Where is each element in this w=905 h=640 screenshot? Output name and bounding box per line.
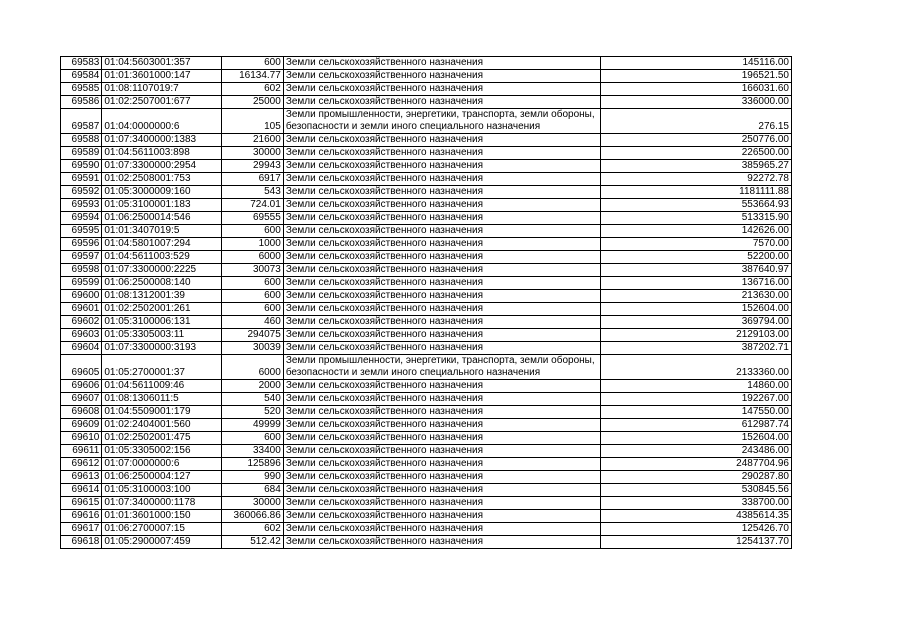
row-number-cell: 69612 <box>61 458 102 471</box>
land-category-cell: Земли сельскохозяйственного назначения <box>283 212 601 225</box>
row-number-cell: 69591 <box>61 173 102 186</box>
cadastral-number-cell: 01:04:5603001:357 <box>102 57 222 70</box>
cadastral-value-cell: 213630.00 <box>601 290 792 303</box>
cadastral-number-cell: 01:01:3601000:150 <box>102 510 222 523</box>
table-row <box>61 471 792 484</box>
table-row <box>61 83 792 96</box>
cadastral-value-cell: 166031.60 <box>601 83 792 96</box>
row-number-cell: 69605 <box>61 355 102 380</box>
cadastral-number-cell: 01:08:1312001:39 <box>102 290 222 303</box>
cadastral-value-cell: 145116.00 <box>601 57 792 70</box>
land-category-cell: Земли сельскохозяйственного назначения <box>283 70 601 83</box>
area-value-cell: 69555 <box>222 212 284 225</box>
cadastral-value-cell: 2487704.96 <box>601 458 792 471</box>
land-category-cell: Земли сельскохозяйственного назначения <box>283 57 601 70</box>
cadastral-number-cell: 01:05:2700001:37 <box>102 355 222 380</box>
land-category-cell: Земли сельскохозяйственного назначения <box>283 173 601 186</box>
area-value-cell: 602 <box>222 83 284 96</box>
table-row <box>61 186 792 199</box>
table-row <box>61 277 792 290</box>
row-number-cell: 69593 <box>61 199 102 212</box>
row-number-cell: 69585 <box>61 83 102 96</box>
area-value-cell: 21600 <box>222 134 284 147</box>
row-number-cell: 69610 <box>61 432 102 445</box>
row-number-cell: 69608 <box>61 406 102 419</box>
cadastral-number-cell: 01:01:3407019:5 <box>102 225 222 238</box>
land-category-cell: Земли сельскохозяйственного назначения <box>283 147 601 160</box>
area-value-cell: 600 <box>222 432 284 445</box>
cadastral-number-cell: 01:07:0000000:6 <box>102 458 222 471</box>
land-category-cell: Земли сельскохозяйственного назначения <box>283 96 601 109</box>
area-value-cell: 30073 <box>222 264 284 277</box>
table-row <box>61 458 792 471</box>
cadastral-number-cell: 01:02:2507001:677 <box>102 96 222 109</box>
row-number-cell: 69599 <box>61 277 102 290</box>
cadastral-value-cell: 513315.90 <box>601 212 792 225</box>
cadastral-value-cell: 147550.00 <box>601 406 792 419</box>
area-value-cell: 600 <box>222 225 284 238</box>
row-number-cell: 69614 <box>61 484 102 497</box>
cadastral-value-cell: 4385614.35 <box>601 510 792 523</box>
area-value-cell: 600 <box>222 290 284 303</box>
row-number-cell: 69597 <box>61 251 102 264</box>
table-row <box>61 238 792 251</box>
cadastral-number-cell: 01:05:3305002:156 <box>102 445 222 458</box>
row-number-cell: 69600 <box>61 290 102 303</box>
table-row <box>61 329 792 342</box>
area-value-cell: 30000 <box>222 497 284 510</box>
cadastral-value-cell: 336000.00 <box>601 96 792 109</box>
cadastral-number-cell: 01:07:3400000:1383 <box>102 134 222 147</box>
row-number-cell: 69598 <box>61 264 102 277</box>
row-number-cell: 69596 <box>61 238 102 251</box>
area-value-cell: 294075 <box>222 329 284 342</box>
land-category-cell: Земли промышленности, энергетики, транспорта, земли обороны, безопасности и земли иного специального назначения <box>283 109 601 134</box>
cadastral-value-cell: 276.15 <box>601 109 792 134</box>
land-category-cell: Земли сельскохозяйственного назначения <box>283 199 601 212</box>
table-body <box>61 57 792 549</box>
cadastral-number-cell: 01:08:1107019:7 <box>102 83 222 96</box>
cadastral-number-cell: 01:05:3100001:183 <box>102 199 222 212</box>
cadastral-value-cell: 152604.00 <box>601 303 792 316</box>
cadastral-value-cell: 92272.78 <box>601 173 792 186</box>
land-category-cell: Земли сельскохозяйственного назначения <box>283 458 601 471</box>
land-category-cell: Земли сельскохозяйственного назначения <box>283 484 601 497</box>
cadastral-number-cell: 01:05:3305003:11 <box>102 329 222 342</box>
cadastral-number-cell: 01:02:2404001:560 <box>102 419 222 432</box>
table-row <box>61 432 792 445</box>
cadastral-value-cell: 1254137.70 <box>601 536 792 549</box>
table-row <box>61 303 792 316</box>
land-category-cell: Земли сельскохозяйственного назначения <box>283 290 601 303</box>
cadastral-number-cell: 01:04:5509001:179 <box>102 406 222 419</box>
land-category-cell: Земли сельскохозяйственного назначения <box>283 393 601 406</box>
table-row <box>61 393 792 406</box>
table-row <box>61 406 792 419</box>
cadastral-value-cell: 530845.56 <box>601 484 792 497</box>
land-category-cell: Земли сельскохозяйственного назначения <box>283 445 601 458</box>
cadastral-value-cell: 243486.00 <box>601 445 792 458</box>
land-category-cell: Земли сельскохозяйственного назначения <box>283 432 601 445</box>
cadastral-value-cell: 612987.74 <box>601 419 792 432</box>
row-number-cell: 69617 <box>61 523 102 536</box>
area-value-cell: 25000 <box>222 96 284 109</box>
table-row <box>61 264 792 277</box>
area-value-cell: 512.42 <box>222 536 284 549</box>
table-row <box>61 497 792 510</box>
cadastral-value-cell: 369794.00 <box>601 316 792 329</box>
cadastral-number-cell: 01:02:2502001:261 <box>102 303 222 316</box>
cadastral-number-cell: 01:07:3300000:2225 <box>102 264 222 277</box>
land-category-cell: Земли сельскохозяйственного назначения <box>283 225 601 238</box>
table-row <box>61 173 792 186</box>
cadastral-value-cell: 1181111.88 <box>601 186 792 199</box>
table-row <box>61 134 792 147</box>
row-number-cell: 69601 <box>61 303 102 316</box>
cadastral-number-cell: 01:05:3100003:100 <box>102 484 222 497</box>
row-number-cell: 69616 <box>61 510 102 523</box>
table-row <box>61 316 792 329</box>
area-value-cell: 30039 <box>222 342 284 355</box>
cadastral-value-cell: 196521.50 <box>601 70 792 83</box>
cadastral-number-cell: 01:05:3100006:131 <box>102 316 222 329</box>
area-value-cell: 543 <box>222 186 284 199</box>
row-number-cell: 69586 <box>61 96 102 109</box>
row-number-cell: 69595 <box>61 225 102 238</box>
area-value-cell: 360066.86 <box>222 510 284 523</box>
row-number-cell: 69588 <box>61 134 102 147</box>
row-number-cell: 69590 <box>61 160 102 173</box>
row-number-cell: 69609 <box>61 419 102 432</box>
area-value-cell: 30000 <box>222 147 284 160</box>
row-number-cell: 69603 <box>61 329 102 342</box>
row-number-cell: 69611 <box>61 445 102 458</box>
land-category-cell: Земли сельскохозяйственного назначения <box>283 186 601 199</box>
area-value-cell: 33400 <box>222 445 284 458</box>
area-value-cell: 600 <box>222 303 284 316</box>
land-category-cell: Земли сельскохозяйственного назначения <box>283 406 601 419</box>
cadastral-number-cell: 01:06:2700007:15 <box>102 523 222 536</box>
cadastral-value-cell: 226500.00 <box>601 147 792 160</box>
land-category-cell: Земли сельскохозяйственного назначения <box>283 160 601 173</box>
land-category-cell: Земли сельскохозяйственного назначения <box>283 510 601 523</box>
land-category-cell: Земли сельскохозяйственного назначения <box>283 83 601 96</box>
land-category-cell: Земли промышленности, энергетики, транспорта, земли обороны, безопасности и земли иного специального назначения <box>283 355 601 380</box>
area-value-cell: 1000 <box>222 238 284 251</box>
table-row <box>61 96 792 109</box>
table-row <box>61 160 792 173</box>
cadastral-value-cell: 338700.00 <box>601 497 792 510</box>
row-number-cell: 69594 <box>61 212 102 225</box>
land-category-cell: Земли сельскохозяйственного назначения <box>283 316 601 329</box>
table-row <box>61 199 792 212</box>
table-row <box>61 147 792 160</box>
table-row <box>61 510 792 523</box>
cadastral-value-cell: 142626.00 <box>601 225 792 238</box>
cadastral-number-cell: 01:02:2508001:753 <box>102 173 222 186</box>
cadastral-value-cell: 387640.97 <box>601 264 792 277</box>
area-value-cell: 460 <box>222 316 284 329</box>
area-value-cell: 29943 <box>222 160 284 173</box>
cadastral-value-cell: 553664.93 <box>601 199 792 212</box>
row-number-cell: 69615 <box>61 497 102 510</box>
cadastral-number-cell: 01:04:5611009:46 <box>102 380 222 393</box>
table-row <box>61 536 792 549</box>
cadastral-value-cell: 14860.00 <box>601 380 792 393</box>
cadastral-value-cell: 125426.70 <box>601 523 792 536</box>
table-row <box>61 445 792 458</box>
table-row <box>61 523 792 536</box>
row-number-cell: 69613 <box>61 471 102 484</box>
table-row <box>61 419 792 432</box>
cadastral-value-cell: 387202.71 <box>601 342 792 355</box>
cadastral-value-cell: 2133360.00 <box>601 355 792 380</box>
land-category-cell: Земли сельскохозяйственного назначения <box>283 238 601 251</box>
table-row <box>61 225 792 238</box>
area-value-cell: 49999 <box>222 419 284 432</box>
table-row <box>61 70 792 83</box>
land-category-cell: Земли сельскохозяйственного назначения <box>283 303 601 316</box>
cadastral-value-cell: 2129103.00 <box>601 329 792 342</box>
cadastral-number-cell: 01:02:2502001:475 <box>102 432 222 445</box>
area-value-cell: 520 <box>222 406 284 419</box>
area-value-cell: 602 <box>222 523 284 536</box>
cadastral-value-table <box>60 56 792 549</box>
cadastral-number-cell: 01:05:3000009:160 <box>102 186 222 199</box>
table-row <box>61 212 792 225</box>
table-row <box>61 109 792 134</box>
table-row <box>61 380 792 393</box>
cadastral-value-cell: 385965.27 <box>601 160 792 173</box>
cadastral-value-cell: 152604.00 <box>601 432 792 445</box>
row-number-cell: 69589 <box>61 147 102 160</box>
cadastral-number-cell: 01:04:5611003:898 <box>102 147 222 160</box>
row-number-cell: 69602 <box>61 316 102 329</box>
area-value-cell: 684 <box>222 484 284 497</box>
row-number-cell: 69604 <box>61 342 102 355</box>
cadastral-number-cell: 01:05:2900007:459 <box>102 536 222 549</box>
cadastral-number-cell: 01:06:2500004:127 <box>102 471 222 484</box>
land-category-cell: Земли сельскохозяйственного назначения <box>283 380 601 393</box>
area-value-cell: 6000 <box>222 355 284 380</box>
area-value-cell: 540 <box>222 393 284 406</box>
row-number-cell: 69592 <box>61 186 102 199</box>
row-number-cell: 69607 <box>61 393 102 406</box>
cadastral-value-cell: 136716.00 <box>601 277 792 290</box>
land-category-cell: Земли сельскохозяйственного назначения <box>283 523 601 536</box>
cadastral-value-cell: 250776.00 <box>601 134 792 147</box>
land-category-cell: Земли сельскохозяйственного назначения <box>283 342 601 355</box>
land-category-cell: Земли сельскохозяйственного назначения <box>283 134 601 147</box>
cadastral-number-cell: 01:07:3400000:1178 <box>102 497 222 510</box>
land-category-cell: Земли сельскохозяйственного назначения <box>283 497 601 510</box>
land-category-cell: Земли сельскохозяйственного назначения <box>283 277 601 290</box>
land-category-cell: Земли сельскохозяйственного назначения <box>283 251 601 264</box>
cadastral-value-cell: 7570.00 <box>601 238 792 251</box>
land-category-cell: Земли сельскохозяйственного назначения <box>283 264 601 277</box>
cadastral-number-cell: 01:08:1306011:5 <box>102 393 222 406</box>
table-row <box>61 355 792 380</box>
area-value-cell: 6917 <box>222 173 284 186</box>
table-row <box>61 290 792 303</box>
land-category-cell: Земли сельскохозяйственного назначения <box>283 329 601 342</box>
cadastral-number-cell: 01:06:2500008:140 <box>102 277 222 290</box>
area-value-cell: 6000 <box>222 251 284 264</box>
table-row <box>61 251 792 264</box>
row-number-cell: 69606 <box>61 380 102 393</box>
cadastral-value-cell: 192267.00 <box>601 393 792 406</box>
row-number-cell: 69583 <box>61 57 102 70</box>
cadastral-number-cell: 01:01:3601000:147 <box>102 70 222 83</box>
area-value-cell: 16134.77 <box>222 70 284 83</box>
land-category-cell: Земли сельскохозяйственного назначения <box>283 419 601 432</box>
row-number-cell: 69618 <box>61 536 102 549</box>
area-value-cell: 600 <box>222 57 284 70</box>
table-row <box>61 342 792 355</box>
area-value-cell: 990 <box>222 471 284 484</box>
row-number-cell: 69584 <box>61 70 102 83</box>
row-number-cell: 69587 <box>61 109 102 134</box>
cadastral-number-cell: 01:04:0000000:6 <box>102 109 222 134</box>
cadastral-number-cell: 01:04:5801007:294 <box>102 238 222 251</box>
area-value-cell: 105 <box>222 109 284 134</box>
table-row <box>61 57 792 70</box>
table-row <box>61 484 792 497</box>
cadastral-value-cell: 52200.00 <box>601 251 792 264</box>
cadastral-number-cell: 01:04:5611003:529 <box>102 251 222 264</box>
cadastral-number-cell: 01:07:3300000:3193 <box>102 342 222 355</box>
cadastral-number-cell: 01:07:3300000:2954 <box>102 160 222 173</box>
cadastral-number-cell: 01:06:2500014:546 <box>102 212 222 225</box>
land-category-cell: Земли сельскохозяйственного назначения <box>283 471 601 484</box>
area-value-cell: 600 <box>222 277 284 290</box>
land-category-cell: Земли сельскохозяйственного назначения <box>283 536 601 549</box>
area-value-cell: 2000 <box>222 380 284 393</box>
area-value-cell: 125896 <box>222 458 284 471</box>
area-value-cell: 724.01 <box>222 199 284 212</box>
cadastral-value-cell: 290287.80 <box>601 471 792 484</box>
